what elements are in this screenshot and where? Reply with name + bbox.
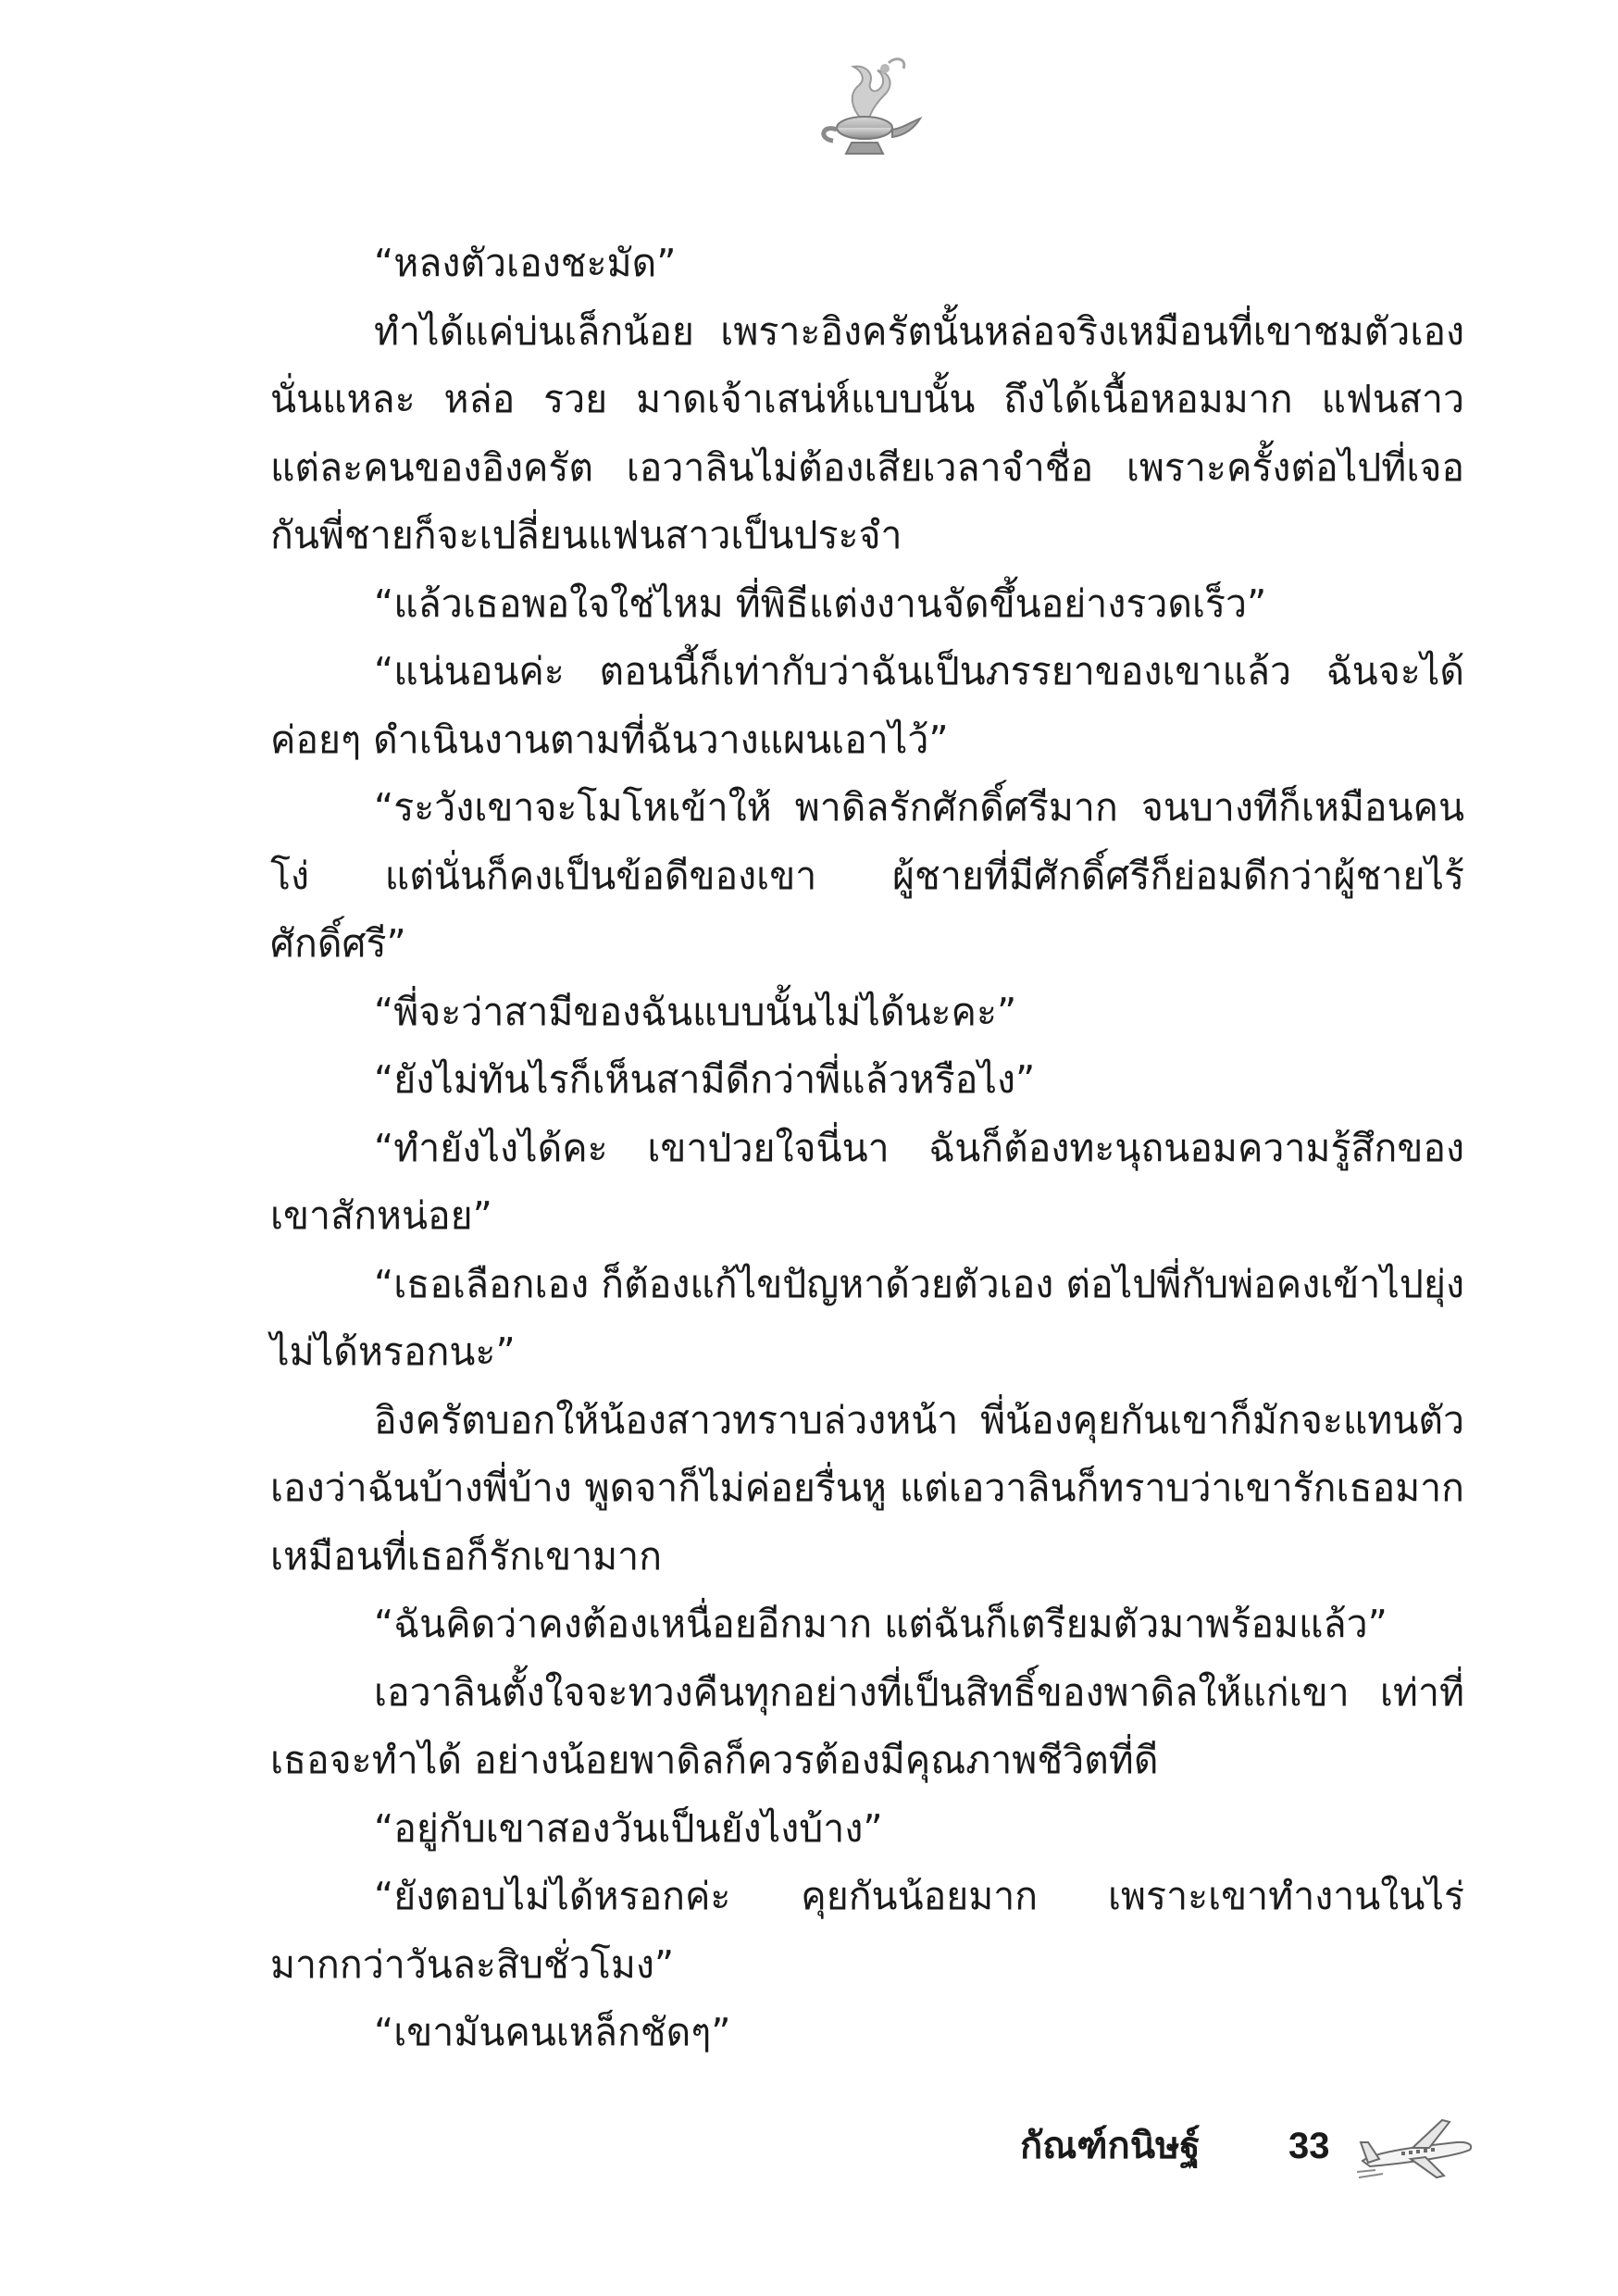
paragraph: อิงครัตบอกให้น้องสาวทราบล่วงหน้า พี่น้องคุยกันเขาก็มักจะแทนตัวเองว่าฉันบ้างพี่บ้าง พูดจาก็ไม่ค่อยรื่นหู แต่เอวาลินก็ทราบว่าเขารักเธอมาก เหมือนที่เธอก็รักเขามาก — [270, 1397, 1464, 1578]
paragraph: “เขามันคนเหล็กชัดๆ” — [374, 2010, 731, 2054]
paragraph: เอวาลินตั้งใจจะทวงคืนทุกอย่างที่เป็นสิทธิ์ของพาดิลให้แก่เขา เท่าที่เธอจะทำได้ อย่างน้อยพาดิลก็ควรต้องมีคุณภาพชีวิตที่ดี — [270, 1669, 1464, 1782]
genie-lamp-icon — [807, 54, 927, 163]
paragraph: “ระวังเขาจะโมโหเข้าให้ พาดิลรักศักดิ์ศรีมาก จนบางทีก็เหมือนคนโง่ แต่นั่นก็คงเป็นข้อดีของเขา ผู้ชายที่มีศักดิ์ศรีก็ย่อมดีกว่าผู้ชายไร้ศักดิ์ศรี” — [270, 785, 1464, 966]
page-footer — [1009, 2115, 1490, 2183]
paragraph: “พี่จะว่าสามีของฉันแบบนั้นไม่ได้นะคะ” — [374, 989, 1017, 1034]
paragraph: “เธอเลือกเอง ก็ต้องแก้ไขปัญหาด้วยตัวเอง ต่อไปพี่กับพ่อคงเข้าไปยุ่งไม่ได้หรอกนะ” — [270, 1261, 1464, 1374]
paragraph: “ฉันคิดว่าคงต้องเหนื่อยอีกมาก แต่ฉันก็เตรียมตัวมาพร้อมแล้ว” — [374, 1602, 1388, 1646]
airplane-icon — [1357, 2115, 1477, 2183]
paragraph: “ยังไม่ทันไรก็เห็นสามีดีกว่าพี่แล้วหรือไง” — [374, 1057, 1036, 1102]
paragraph: “ทำยังไงได้คะ เขาป่วยใจนี่นา ฉันก็ต้องทะนุถนอมความรู้สึกของเขาสักหน่อย” — [270, 1125, 1464, 1238]
paragraph: “ยังตอบไม่ได้หรอกค่ะ คุยกันน้อยมาก เพราะเขาทำงานในไร่มากกว่าวันละสิบชั่วโมง” — [270, 1874, 1464, 1987]
paragraph: “อยู่กับเขาสองวันเป็นยังไงบ้าง” — [374, 1805, 883, 1851]
book-title: กัณฑ์กนิษฐ์ — [1020, 2125, 1201, 2167]
paragraph: “แน่นอนค่ะ ตอนนี้ก็เท่ากับว่าฉันเป็นภรรยาของเขาแล้ว ฉันจะได้ค่อยๆ ดำเนินงานตามที่ฉันวางแผนเอาไว้” — [270, 649, 1464, 762]
paragraph: “หลงตัวเองชะมัด” — [374, 241, 677, 285]
page-number: 33 — [1288, 2126, 1330, 2166]
paragraph: “แล้วเธอพอใจใช่ไหม ที่พิธีแต่งงานจัดขึ้นอย่างรวดเร็ว” — [374, 580, 1267, 626]
paragraph: ทำได้แค่บ่นเล็กน้อย เพราะอิงครัตนั้นหล่อจริงเหมือนที่เขาชมตัวเอง นั่นแหละ หล่อ รวย มาดเจ้าเสน่ห์แบบนั้น ถึงได้เนื้อหอมมาก แฟนสาวแต่ละคนของอิงครัต เอวาลินไม่ต้องเสียเวลาจำชื่อ เพราะครั้งต่อไปที่เจอกันพี่ชายก็จะเปลี่ยนแฟนสาวเป็นประจำ — [270, 308, 1464, 557]
body-text — [270, 230, 1464, 2109]
